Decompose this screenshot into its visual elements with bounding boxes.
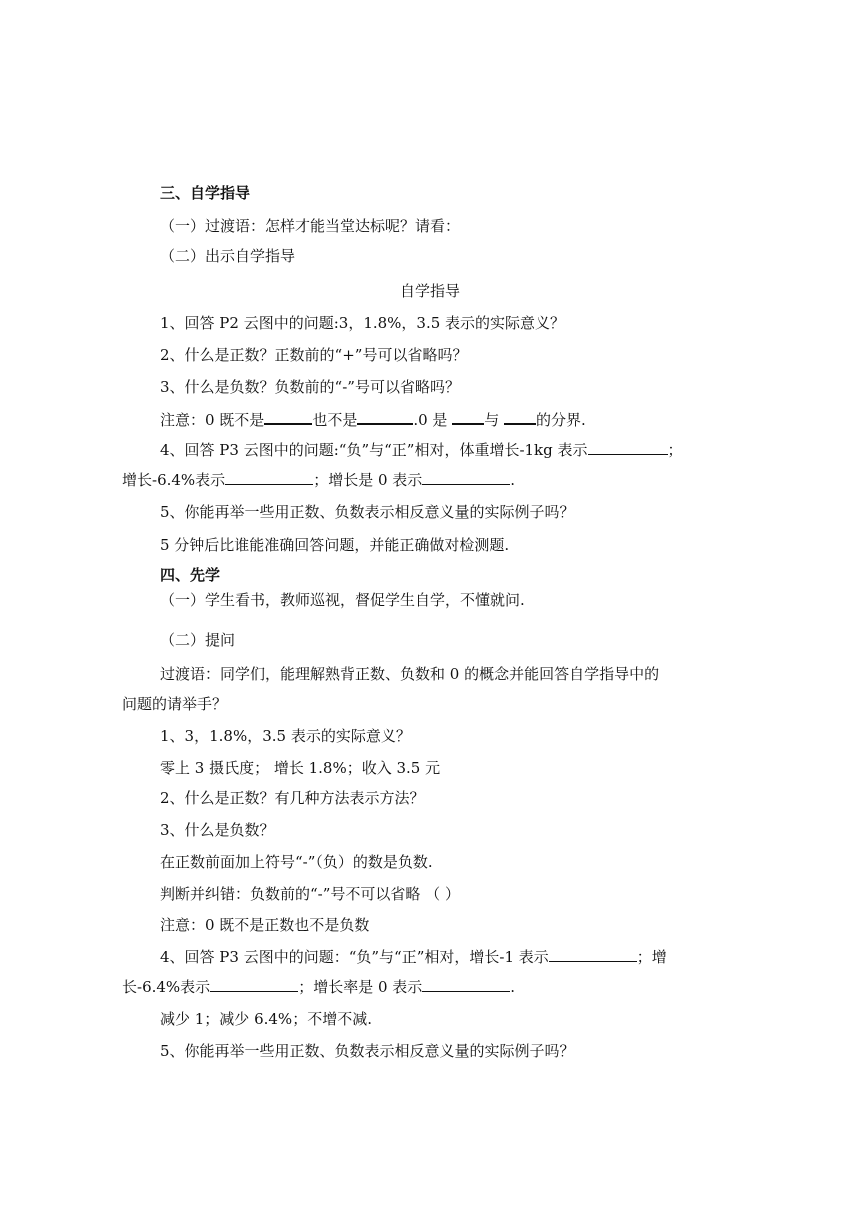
fill-blank xyxy=(264,409,312,425)
guide-question-1: 1、回答 P2 云图中的问题:3，1.8%，3.5 表示的实际意义？ xyxy=(160,314,566,332)
fill-blank xyxy=(422,977,510,992)
guide-instruction: 5 分钟后比谁能准确回答问题，并能正确做对检测题. xyxy=(160,536,510,554)
guide-question-3: 3、什么是负数？负数前的“-”号可以省略吗？ xyxy=(160,378,460,396)
note-text-c: .0 是 xyxy=(413,411,453,429)
fill-blank xyxy=(210,977,298,992)
ask-transition-line2: 问题的请举手？ xyxy=(122,695,228,713)
fill-blank xyxy=(549,947,637,962)
fill-blank xyxy=(357,409,413,425)
a4-text-b: ；增 xyxy=(636,948,667,966)
answer-question-4-line2 xyxy=(122,977,515,997)
section-heading-self-study: 三、自学指导 xyxy=(160,184,251,202)
note-text-e: 的分界. xyxy=(535,411,586,429)
answer-question-1: 1、3，1.8%，3.5 表示的实际意义？ xyxy=(160,727,411,745)
answer-question-3: 3、什么是负数？ xyxy=(160,821,275,839)
a4-text-a: 4、回答 P3 云图中的问题：“负”与“正”相对，增长-1 表示 xyxy=(160,948,549,966)
fill-blank xyxy=(588,440,668,455)
answer-3: 在正数前面加上符号“-”（负）的数是负数. xyxy=(160,853,433,871)
guide-note-line xyxy=(160,409,586,430)
q4-text-a: 4、回答 P3 云图中的问题:“负”与“正”相对，体重增长-1kg 表示 xyxy=(160,441,588,459)
q4-text-d: ；增长是 0 表示 xyxy=(313,471,423,489)
a4-text-d: ；增长率是 0 表示 xyxy=(298,978,423,996)
guide-question-5: 5、你能再举一些用正数、负数表示相反意义量的实际例子吗？ xyxy=(160,503,575,521)
answer-note: 注意：0 既不是正数也不是负数 xyxy=(160,916,370,934)
show-guide-line: （二）出示自学指导 xyxy=(160,247,296,265)
guide-title: 自学指导 xyxy=(399,282,460,300)
answer-question-5: 5、你能再举一些用正数、负数表示相反意义量的实际例子吗？ xyxy=(160,1042,575,1060)
a4-text-c: 长-6.4%表示 xyxy=(122,978,211,996)
q4-text-c: 增长-6.4%表示 xyxy=(122,471,226,489)
answer-4: 减少 1；减少 6.4%；不增不减. xyxy=(160,1010,372,1028)
note-text-d: 与 xyxy=(484,411,504,429)
guide-question-4-line2 xyxy=(122,470,515,490)
note-text-a: 注意：0 既不是 xyxy=(160,411,265,429)
fill-blank xyxy=(422,470,510,485)
q4-text-e: . xyxy=(510,471,516,489)
q4-text-b: ； xyxy=(667,441,683,459)
answer-question-4-line1 xyxy=(160,947,667,967)
ask-line: （二）提问 xyxy=(160,631,236,649)
guide-question-4-line1 xyxy=(160,440,683,460)
ask-transition-line1: 过渡语：同学们，能理解熟背正数、负数和 0 的概念并能回答自学指导中的 xyxy=(160,665,660,683)
answer-1: 零上 3 摄氏度； 增长 1.8%；收入 3.5 元 xyxy=(160,759,441,777)
fill-blank xyxy=(504,409,536,425)
transition-line: （一）过渡语：怎样才能当堂达标呢？请看： xyxy=(160,217,461,235)
answer-question-2: 2、什么是正数？有几种方法表示方法？ xyxy=(160,789,425,807)
note-text-b: 也不是 xyxy=(312,411,358,429)
guide-question-2: 2、什么是正数？正数前的“+”号可以省略吗？ xyxy=(160,346,468,364)
section-heading-pre-study: 四、先学 xyxy=(160,566,221,584)
fill-blank xyxy=(225,470,313,485)
a4-text-e: . xyxy=(510,978,516,996)
judge-line: 判断并纠错：负数前的“-”号不可以省略 （ ） xyxy=(160,885,460,903)
reading-line: （一）学生看书，教师巡视，督促学生自学，不懂就问. xyxy=(160,591,525,609)
fill-blank xyxy=(452,409,484,425)
